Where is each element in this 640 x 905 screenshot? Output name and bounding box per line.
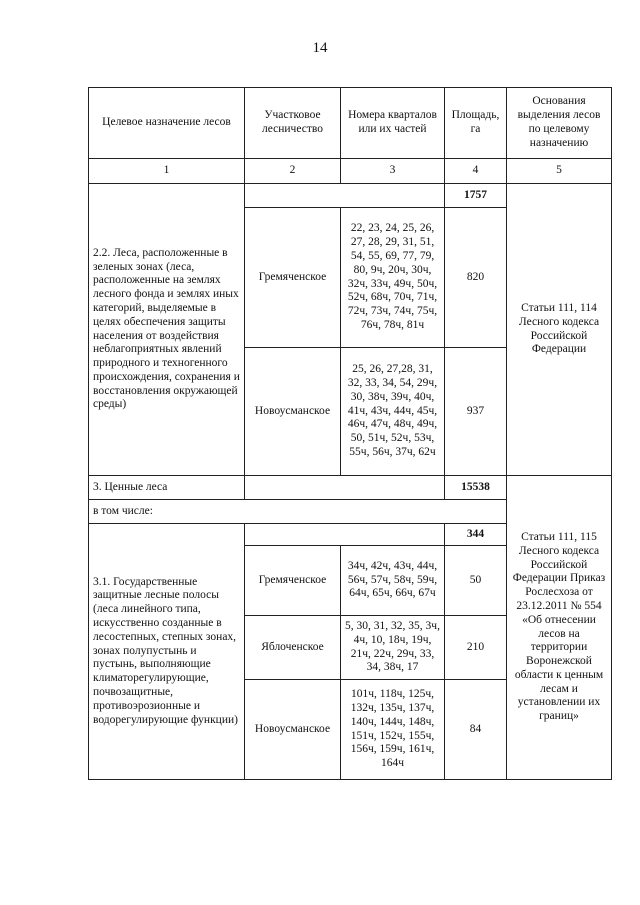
header-row [89,88,612,159]
area-cell: 820 [445,208,507,348]
empty-cell [245,184,445,208]
basis-cell: Статьи 111, 115 Лесного кодекса Российской Федерации Приказ Рослесхоза от 23.12.2011 № 554 «Об отнесении лесов на территории Воронежской области к ценным лесам и установлении их границ» [507,476,612,780]
column-number: 2 [245,159,341,184]
purpose-cell: 3.1. Государственные защитные лесные полосы (леса линейного типа, искусственно созданные в лесостепных, степных зонах, зонах полупустынь и пустынь, выполняющие климаторегулирующие, почвозащитные, противоэрозионные и водорегулирующие функции) [89,524,245,780]
column-number: 1 [89,159,245,184]
forestry-cell: Новоусманское [245,680,341,780]
including-cell: в том числе: [89,500,507,524]
header-forestry: Участковое лесничество [245,88,341,159]
forestry-cell: Новоусманское [245,348,341,476]
area-cell: 84 [445,680,507,780]
table-row [89,476,612,500]
quarters-cell: 101ч, 118ч, 125ч, 132ч, 135ч, 137ч, 140ч, 144ч, 148ч, 151ч, 152ч, 155ч, 156ч, 159ч, 161ч, 164ч [341,680,445,780]
forestry-cell: Гремяченское [245,208,341,348]
page-number: 14 [312,40,328,56]
header-purpose: Целевое назначение лесов [89,88,245,159]
total-area-cell: 344 [445,524,507,546]
header-area: Площадь, га [445,88,507,159]
forestry-cell: Яблоченское [245,616,341,680]
header-quarters: Номера кварталов или их частей [341,88,445,159]
purpose-cell: 2.2. Леса, расположенные в зеленых зонах (леса, расположенные на землях лесного фонда и землях иных категорий, выделяемые в целях обеспечения защиты населения от воздействия неблагоприятных явлений природного и техногенного происхождения, сохранения и восстановления окружающей среды) [89,184,245,476]
section-title-cell: 3. Ценные леса [89,476,245,500]
area-cell: 937 [445,348,507,476]
empty-cell [245,524,445,546]
column-number: 5 [507,159,612,184]
total-area-cell: 15538 [445,476,507,500]
forestry-cell: Гремяченское [245,546,341,616]
column-number: 4 [445,159,507,184]
quarters-cell: 5, 30, 31, 32, 35, 3ч, 4ч, 10, 18ч, 19ч, 21ч, 22ч, 29ч, 33, 34, 38ч, 17 [341,616,445,680]
quarters-cell: 34ч, 42ч, 43ч, 44ч, 56ч, 57ч, 58ч, 59ч, 64ч, 65ч, 66ч, 67ч [341,546,445,616]
column-number-row [89,159,612,184]
basis-cell: Статьи 111, 114 Лесного кодекса Российской Федерации [507,184,612,476]
forest-purpose-table [88,87,612,780]
total-area-cell: 1757 [445,184,507,208]
table-row [89,184,612,208]
header-basis: Основания выделения лесов по целевому назначению [507,88,612,159]
area-cell: 50 [445,546,507,616]
area-cell: 210 [445,616,507,680]
column-number: 3 [341,159,445,184]
quarters-cell: 22, 23, 24, 25, 26, 27, 28, 29, 31, 51, 54, 55, 69, 77, 79, 80, 9ч, 20ч, 30ч, 32ч, 33ч, 49ч, 50ч, 52ч, 68ч, 70ч, 71ч, 72ч, 73ч, 74ч, 75ч, 76ч, 78ч, 81ч [341,208,445,348]
quarters-cell: 25, 26, 27,28, 31, 32, 33, 34, 54, 29ч, 30, 38ч, 39ч, 40ч, 41ч, 43ч, 44ч, 45ч, 46ч, 47ч, 48ч, 49ч, 50, 51ч, 52ч, 53ч, 55ч, 56ч, 37ч, 62ч [341,348,445,476]
empty-cell [245,476,445,500]
